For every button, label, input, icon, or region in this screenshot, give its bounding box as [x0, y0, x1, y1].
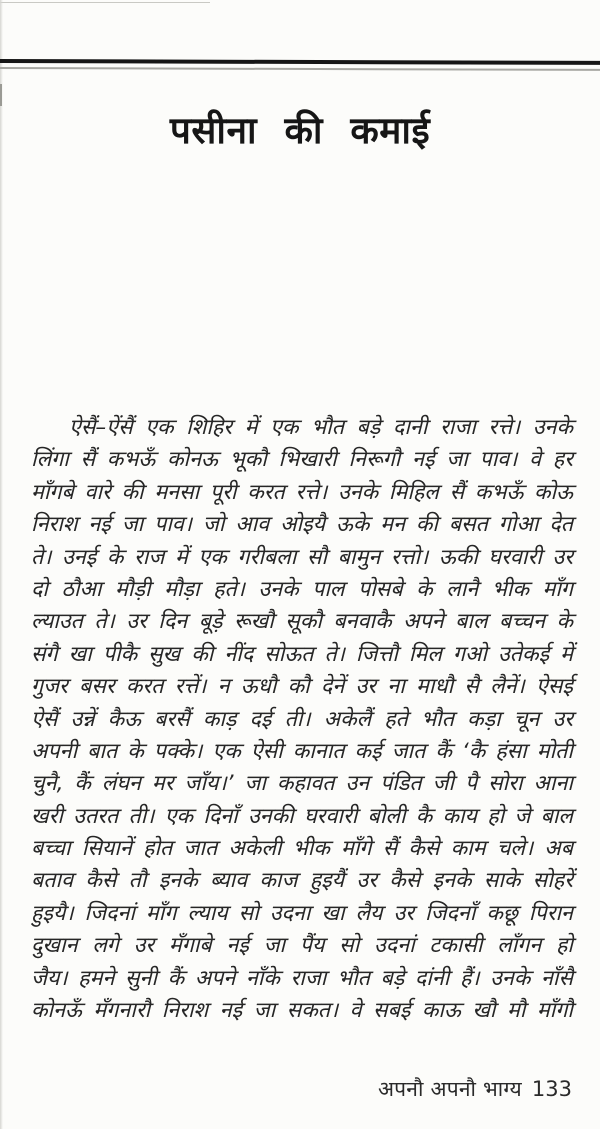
body-text-line: अपनी बात के पक्के। एक ऐसी कानात कई जात कैं ‘कै हंसा मोती [31, 738, 573, 764]
header-rule-thick [0, 59, 600, 65]
body-text-line: लिंगा सैं कभऊँ कोनऊ भूकौ भिखारी निरूगौ नई जा पाव। वे हर [31, 447, 573, 473]
body-text-line: बच्चा सियानें होत जात अकेली भीक माँगे सैं कैसे काम चले। अब [31, 836, 573, 862]
chapter-title: पसीना की कमाई [169, 109, 431, 152]
scan-artifact-top [0, 2, 210, 3]
body-text-line: कोनऊँ मँगनारौ निराश नई जा सकत। वे सबई काऊ खौ मौ माँगौ [31, 998, 573, 1024]
story-body [31, 412, 573, 1027]
page-footer [0, 1074, 572, 1104]
body-text-line: दुखान लगे उर मँगाबे नई जा पैंय सो उदनां टकासी लाँगन हो [31, 933, 573, 959]
scan-artifact-left-edge [0, 0, 3, 1129]
body-text-line: ते। उनई के राज में एक गरीबला सौ बामुन रत्तो। ऊकी घरवारी उर [31, 544, 573, 570]
body-text-line: खरी उतरत ती। एक दिनाँ उनकी घरवारी बोली कै काय हो जे बाल [31, 803, 573, 829]
body-text-line: ऐसैं उन्नें कैऊ बरसैं काड़ दई ती। अकेलैं हते भौत कड़ा चून उर [31, 706, 573, 732]
body-text-line: बताव कैसे तौ इनके ब्याव काज हुइयैं उर कैसे इनके साके सोहरें [31, 868, 573, 894]
body-text-line: निराश नई जा पाव। जो आव ओइयै ऊके मन की बसत गोआ देत [31, 512, 573, 538]
body-text-line: संगै खा पीकै सुख की नींद सोऊत ते। जित्तौ मिल गओ उतेकई में [31, 641, 573, 667]
body-text-line: माँगबे वारे की मनसा पूरी करत रत्ते। उनके मिहिल सैं कभऊँ कोऊ [31, 479, 573, 505]
footer-book-title: अपनौ अपनौ भाग्य [377, 1077, 522, 1101]
scan-artifact-left-tick [0, 84, 2, 106]
body-text-line: हुइयै। जिदनां माँग ल्याय सो उदना खा लैय उर जिदनाँ कछू पिरान [31, 900, 573, 926]
footer-page-number: 133 [531, 1077, 572, 1101]
body-text-line: जैय। हमने सुनी कैं अपने नाँके राजा भौत बड़े दांनी हैं। उनके नाँसै [31, 965, 573, 991]
body-text-line: दो ठौआ मौड़ी मौड़ा हते। उनके पाल पोसबे के लानै भीक माँग [31, 576, 573, 602]
body-text-line: ऐसैं–ऐंसैं एक शिहिर में एक भौत बड़े दानी राजा रत्ते। उनके [69, 415, 573, 440]
body-text-line: चुनै, कैं लंघन मर जाँय।’ जा कहावत उन पंडित जी पै सोरा आना [31, 771, 573, 797]
body-text-line: ल्याउत ते। उर दिन बूड़े रूखौ सूकौ बनवाकै अपने बाल बच्चन के [31, 609, 573, 635]
body-text-line: गुजर बसर करत रत्तें। न ऊधौ कौ देनें उर ना माधौ सै लैनें। ऐसई [31, 674, 573, 700]
header-rule-thin [0, 67, 600, 71]
